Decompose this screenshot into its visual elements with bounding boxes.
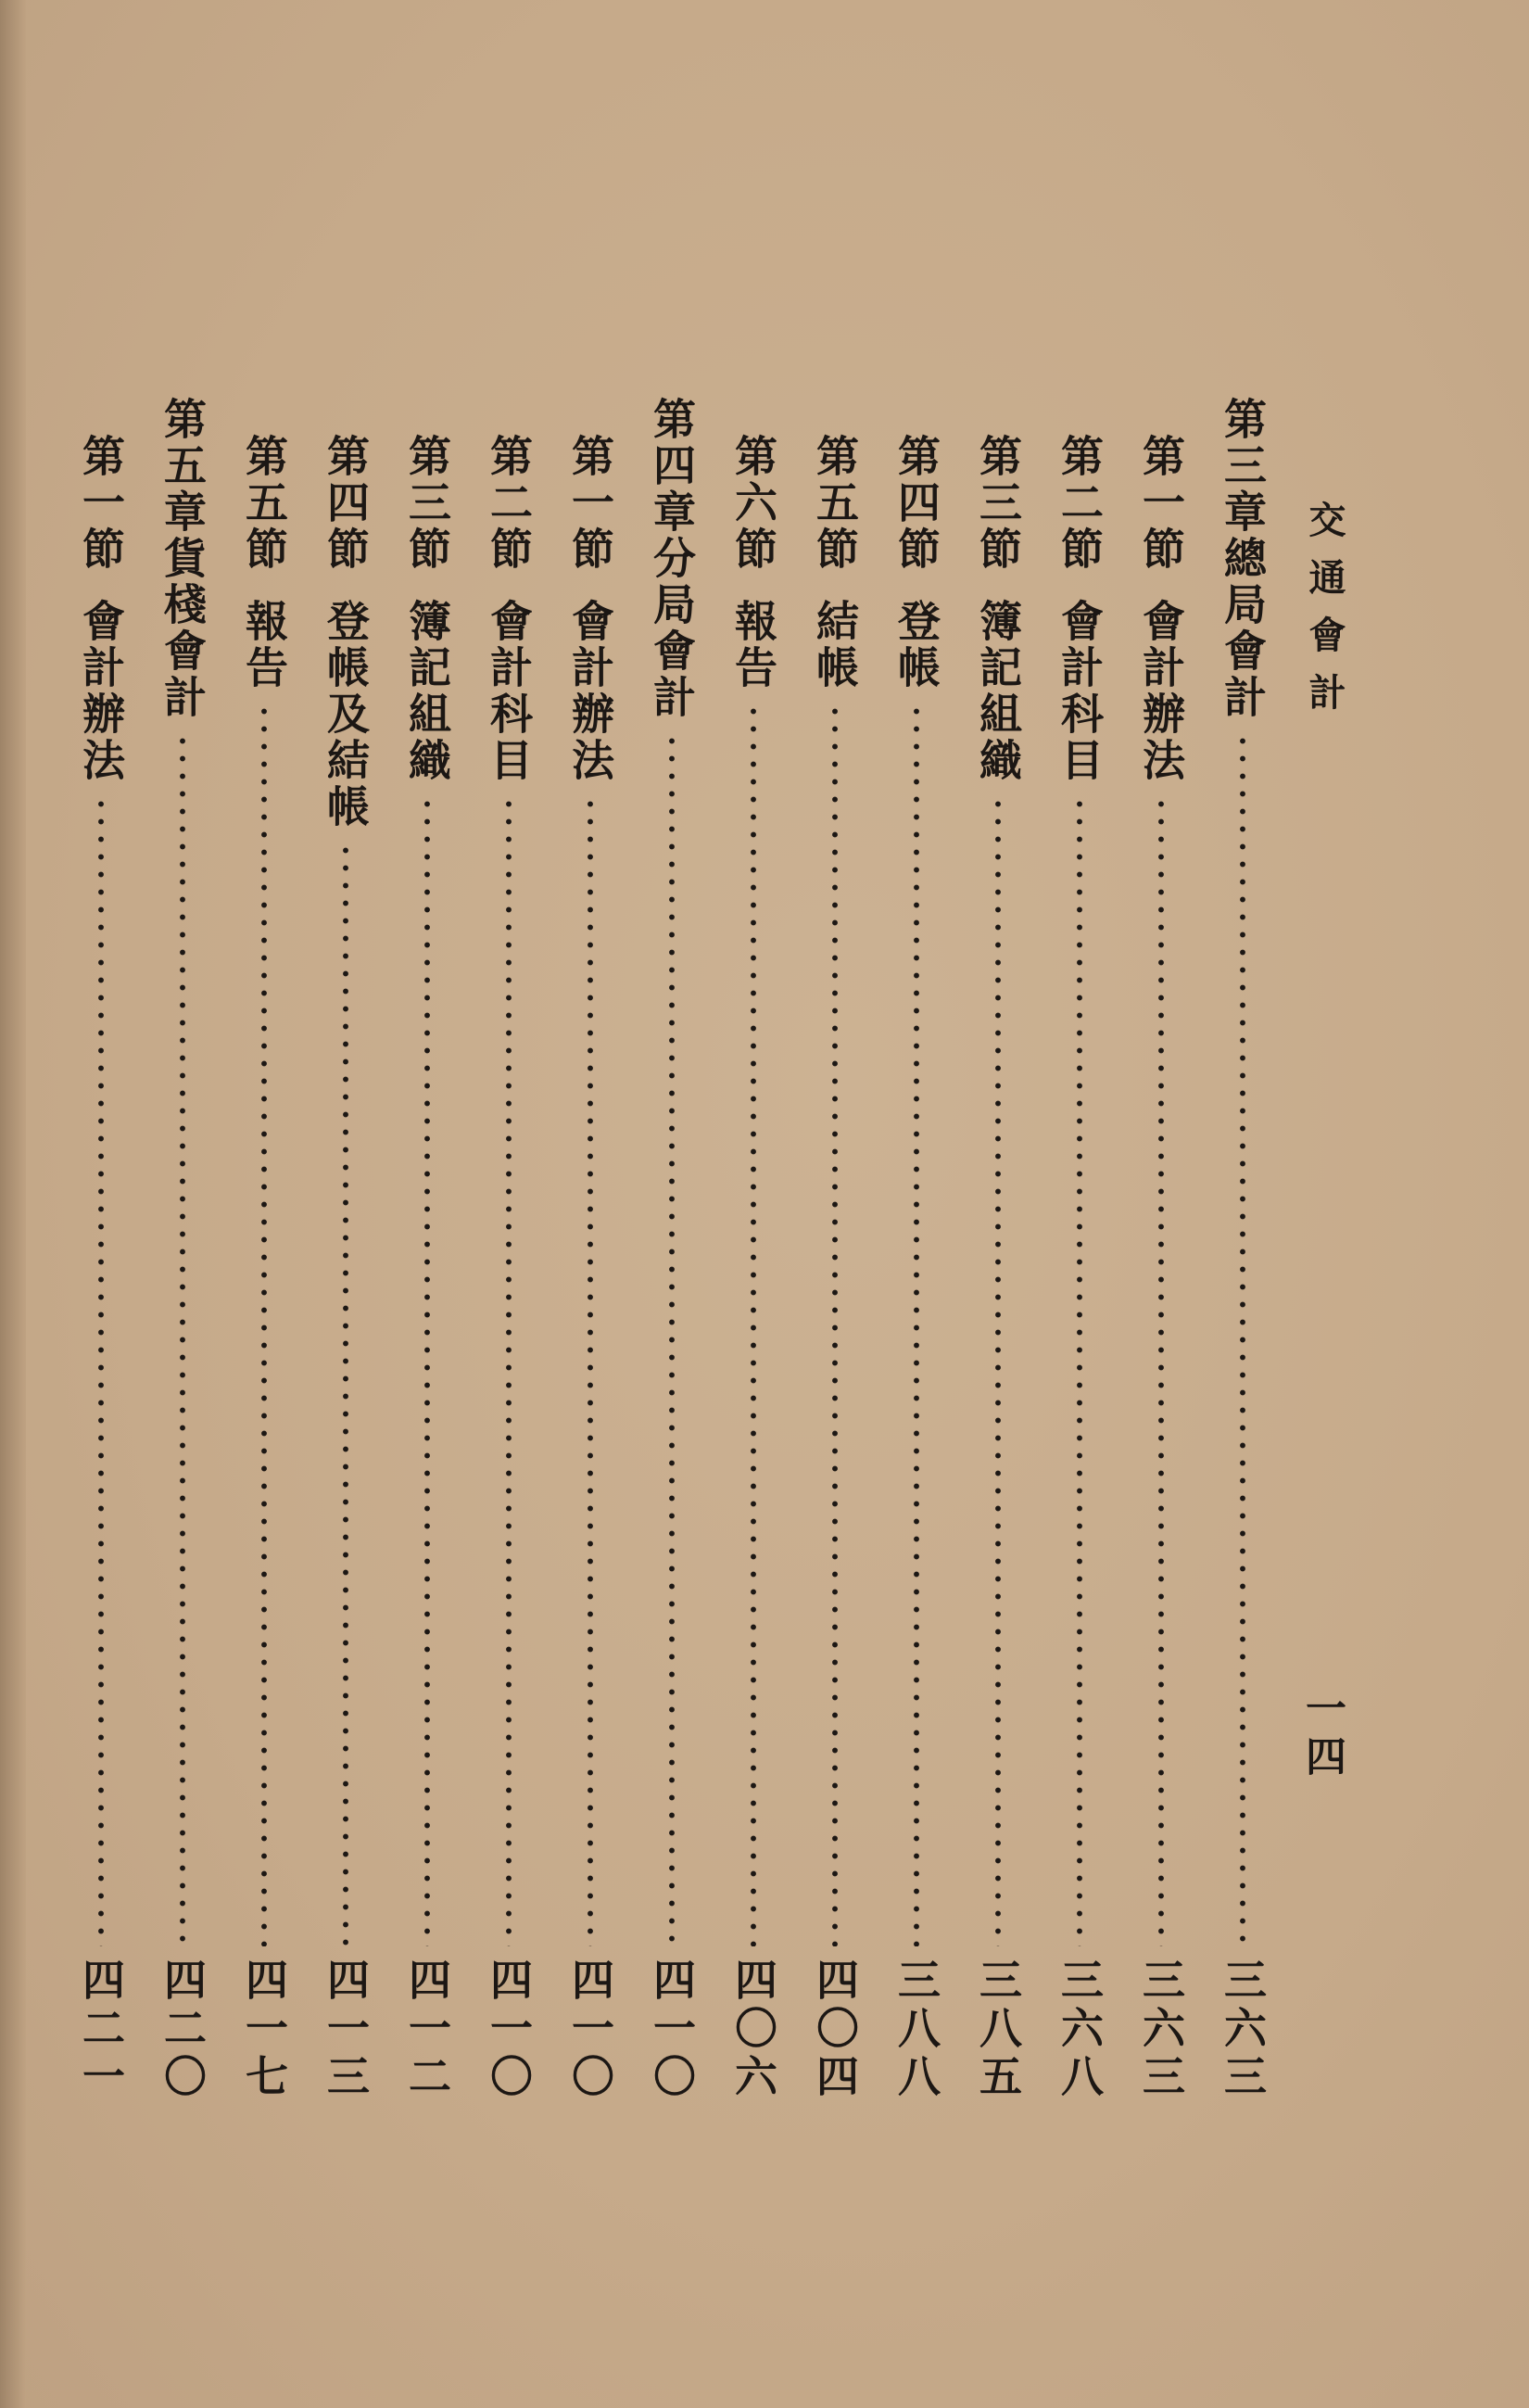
toc-number: 第五節: [239, 434, 289, 573]
toc-page: 四一〇: [565, 1958, 615, 2102]
toc-title: 結帳: [810, 599, 860, 691]
toc-number: 第四節: [891, 434, 941, 573]
toc-title: 總局會計: [1218, 536, 1268, 721]
toc-title: 報告: [728, 599, 778, 691]
toc-page: 三六三: [1136, 1958, 1186, 2102]
toc-section: [808, 397, 862, 2102]
toc-title: 報告: [239, 599, 289, 691]
dot-leader: [74, 795, 128, 1946]
toc-page: 四二一: [76, 1958, 126, 2102]
dot-leader: [727, 703, 780, 1946]
toc-page: 四二〇: [158, 1958, 208, 2102]
toc-chapter: [645, 397, 699, 2102]
toc-section: [482, 397, 536, 2102]
toc-number: 第一節: [76, 434, 126, 573]
toc-number: 第三章: [1218, 397, 1268, 536]
toc-title: 會計辦法: [1136, 599, 1186, 784]
toc-page: 四一七: [239, 1958, 289, 2102]
toc-page: 三六三: [1218, 1958, 1268, 2102]
toc-number: 第一節: [565, 434, 615, 573]
toc-number: 第五節: [810, 434, 860, 573]
toc-page: 三八五: [973, 1958, 1023, 2102]
toc-title: 會計科目: [484, 599, 534, 784]
toc-section: [1053, 397, 1106, 2102]
toc-number: 第四節: [321, 434, 371, 573]
dot-leader: [1053, 795, 1106, 1946]
toc-section: [237, 397, 291, 2102]
dot-leader: [563, 795, 617, 1946]
toc-chapter: [1216, 397, 1270, 2102]
dot-leader: [482, 795, 536, 1946]
toc-number: 第三節: [973, 434, 1023, 573]
toc-section: [319, 397, 373, 2102]
toc-number: 第二節: [484, 434, 534, 573]
toc-number: 第六節: [728, 434, 778, 573]
dot-leader: [1216, 732, 1270, 1946]
dot-leader: [808, 703, 862, 1946]
toc-title: 會計辦法: [76, 599, 126, 784]
toc-section: [74, 397, 128, 2102]
toc-section: [971, 397, 1025, 2102]
dot-leader: [645, 732, 699, 1946]
dot-leader: [400, 795, 454, 1946]
table-of-contents: [74, 397, 1270, 2102]
toc-title: 登帳: [891, 599, 941, 691]
toc-title: 簿記組織: [973, 599, 1023, 784]
toc-section: [890, 397, 943, 2102]
toc-page: 四一二: [402, 1958, 452, 2102]
toc-title: 貨棧會計: [158, 536, 208, 721]
toc-title: 登帳及結帳: [321, 599, 371, 830]
toc-number: 第三節: [402, 434, 452, 573]
dot-leader: [1134, 795, 1188, 1946]
toc-section: [563, 397, 617, 2102]
toc-page: 四〇四: [810, 1958, 860, 2102]
dot-leader: [890, 703, 943, 1946]
dot-leader: [156, 732, 209, 1946]
dot-leader: [237, 703, 291, 1946]
toc-page: 四一〇: [484, 1958, 534, 2102]
toc-number: 第五章: [158, 397, 208, 536]
toc-section: [1134, 397, 1188, 2102]
toc-page: 三六八: [1055, 1958, 1105, 2102]
toc-page: 四一三: [321, 1958, 371, 2102]
toc-page: 三八八: [891, 1958, 941, 2102]
toc-number: 第四章: [647, 397, 697, 536]
running-header-title: 交通會計: [1303, 501, 1346, 730]
toc-title: 會計科目: [1055, 599, 1105, 784]
toc-number: 第二節: [1055, 434, 1105, 573]
toc-section: [400, 397, 454, 2102]
toc-chapter: [156, 397, 209, 2102]
toc-number: 第一節: [1136, 434, 1186, 573]
dot-leader: [971, 795, 1025, 1946]
page-binding-edge: [0, 0, 26, 2408]
dot-leader: [319, 842, 373, 1946]
toc-page: 四一〇: [647, 1958, 697, 2102]
toc-page: 四〇六: [728, 1958, 778, 2102]
page-number: 一四: [1298, 1687, 1346, 1783]
toc-title: 簿記組織: [402, 599, 452, 784]
toc-title: 分局會計: [647, 536, 697, 721]
toc-section: [727, 397, 780, 2102]
toc-title: 會計辦法: [565, 599, 615, 784]
